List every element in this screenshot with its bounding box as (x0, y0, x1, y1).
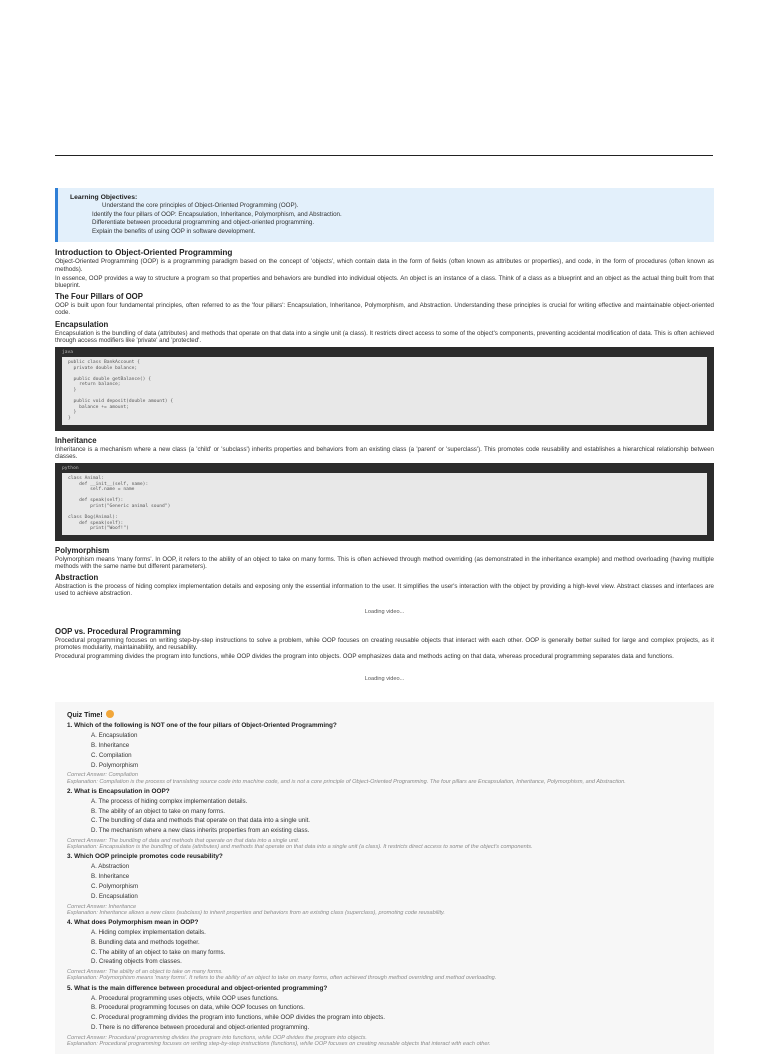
code-body (62, 357, 707, 425)
quiz-question: 4. What does Polymorphism mean in OOP? (67, 919, 199, 927)
abstraction-paragraph: Abstraction is the process of hiding complex implementation details and exposing only the essential information to the user. It simplifies the user's interaction with the object by providing a high-level view. Abstract classes and interfaces are used to achieve abstraction. (55, 583, 714, 598)
quiz-option[interactable]: A. The process of hiding complex implementation details. (91, 797, 248, 805)
code-line: def __init__(self, name): (68, 481, 149, 487)
correct-answer: Correct Answer: The ability of an object to take on many forms. (67, 969, 223, 976)
code-line: public double getBalance() { (68, 376, 151, 382)
comparison-heading: OOP vs. Procedural Programming (55, 626, 181, 636)
quiz-option[interactable]: A. Abstraction (91, 863, 130, 871)
explanation: Explanation: Compilation is the process of translating source code into machine code, and is not a core principle of Object-Oriented Programming. The four pillars are Encapsulation, Inheritance, Polymorphism, and Abstraction. (67, 778, 626, 785)
quiz-question: 5. What is the main difference between procedural and object-oriented programming? (67, 984, 328, 992)
explanation: Explanation: Encapsulation is the bundling of data (attributes) and methods that operate on that data into a single unit (a class). It restricts direct access to some of the object's components. (67, 844, 533, 851)
inheritance-heading: Inheritance (55, 435, 97, 445)
code-line: def speak(self): (68, 520, 124, 526)
quiz-option[interactable]: D. Encapsulation (91, 892, 138, 900)
quiz-option[interactable]: B. Procedural programming focuses on data, while OOP focuses on functions. (91, 1004, 305, 1012)
video-placeholder[interactable]: Loading video... (364, 608, 405, 615)
comparison-paragraph: Procedural programming focuses on writing step-by-step instructions to solve a problem, while OOP focuses on creating reusable objects that interact with each other. OOP is generally better suited for large and complex projects, as it promotes modularity, maintainability, and reusability. (55, 636, 714, 651)
code-line: print("Woof!") (68, 526, 129, 532)
inheritance-paragraph: Inheritance is a mechanism where a new class (a 'child' or 'subclass') inherits properties and behaviors from an existing class (a 'parent' or 'superclass'). This promotes code reusability and establishes a hierarchical relationship between classes. (55, 445, 714, 460)
intro-paragraph: In essence, OOP provides a way to structure a program so that properties and behaviors are bundled into individual objects. An object is an instance of a class. Think of a class as a blueprint and an object as the actual thing built from that blueprint. (55, 274, 714, 289)
code-language-label: java (62, 350, 74, 355)
intro-paragraph: Object-Oriented Programming (OOP) is a programming paradigm based on the concept of 'objects', which contain data in the form of fields (often known as attributes or properties), and code, in the form of procedures (often known as methods). (55, 258, 714, 273)
learning-objectives-box (55, 188, 714, 242)
quiz-answer-explanation (67, 772, 702, 784)
encapsulation-paragraph: Encapsulation is the bundling of data (attributes) and methods that operate on that data into a single unit (a class). It restricts direct access to some of the object's components, preventing accidental modification of data. This is often achieved through access modifiers like 'private' and 'protected'. (55, 329, 714, 344)
code-line: private double balance; (68, 365, 138, 371)
quiz-option[interactable]: D. The mechanism where a new class inherits properties from an existing class. (91, 827, 310, 835)
video-placeholder[interactable]: Loading video... (364, 676, 405, 683)
comparison-paragraph: Procedural programming divides the program into functions, while OOP divides the program into objects. OOP emphasizes data and methods acting on that data, whereas procedural programming separates data and functions. (55, 653, 674, 661)
quiz-option[interactable]: B. The ability of an object to take on many forms. (91, 807, 226, 815)
quiz-title (67, 710, 702, 719)
code-line: def speak(self): (68, 498, 124, 504)
code-line: print("Generic animal sound") (68, 503, 171, 509)
quiz-option[interactable]: B. Bundling data and methods together. (91, 938, 200, 946)
quiz-option[interactable]: D. There is no difference between procedural and object-oriented programming. (91, 1024, 310, 1032)
quiz-option[interactable]: C. Procedural programming divides the program into functions, while OOP divides the program into objects. (91, 1014, 385, 1022)
quiz-question: 1. Which of the following is NOT one of the four pillars of Object-Oriented Programming? (67, 722, 337, 730)
code-line: balance += amount; (68, 404, 129, 410)
quiz-option[interactable]: A. Hiding complex implementation details. (91, 929, 206, 937)
quiz-option[interactable]: D. Polymorphism (91, 761, 139, 769)
quiz-title-text: Quiz Time! (67, 712, 103, 720)
quiz-question: 2. What is Encapsulation in OOP? (67, 787, 170, 795)
code-line: public class BankAccount { (68, 360, 140, 365)
quiz-option[interactable]: C. Compilation (91, 751, 132, 759)
code-line: class Dog(Animal): (68, 515, 118, 521)
quiz-option[interactable]: A. Procedural programming uses objects, while OOP uses functions. (91, 994, 279, 1002)
code-line: return balance; (68, 382, 121, 388)
quiz-option[interactable]: B. Inheritance (91, 742, 130, 750)
objective-item: Understand the core principles of Object-Oriented Programming (OOP). (102, 202, 299, 209)
code-line: } (68, 410, 77, 416)
code-line: self.name = name (68, 487, 135, 493)
code-line: } (68, 387, 77, 393)
quiz-question-list (67, 722, 702, 1047)
quiz-option[interactable]: A. Encapsulation (91, 732, 138, 740)
code-language-label: python (62, 465, 79, 471)
code-block-python (55, 463, 714, 541)
quiz-answer-explanation (67, 969, 702, 981)
quiz-option[interactable]: B. Inheritance (91, 873, 130, 881)
quiz-option[interactable]: D. Creating objects from classes. (91, 958, 182, 966)
explanation: Explanation: Polymorphism means 'many forms'. It refers to the ability of an object to take on many forms, often achieved through method overriding and method overloading. (67, 975, 497, 982)
encapsulation-heading: Encapsulation (55, 319, 109, 329)
objectives-title: Learning Objectives: (70, 194, 138, 201)
code-body (62, 473, 707, 535)
quiz-question: 3. Which OOP principle promotes code reusability? (67, 853, 223, 861)
pillars-heading: The Four Pillars of OOP (55, 292, 143, 302)
quiz-answer-explanation (67, 1035, 702, 1047)
explanation: Explanation: Inheritance allows a new class (subclass) to inherit properties and behaviors from an existing class (superclass), promoting code reusability. (67, 909, 445, 916)
pillars-paragraph: OOP is built upon four fundamental principles, often referred to as the 'four pillars': Encapsulation, Inheritance, Polymorphism, and Abstraction. Understanding these principles is crucial for writing effective and maintainable object-oriented code. (55, 302, 714, 317)
intro-heading: Introduction to Object-Oriented Programming (55, 248, 233, 258)
objective-item: Explain the benefits of using OOP in software development. (92, 227, 256, 235)
objective-item: Identify the four pillars of OOP: Encapsulation, Inheritance, Polymorphism, and Abstraction. (92, 210, 342, 218)
quiz-option[interactable]: C. Polymorphism (91, 883, 139, 891)
abstraction-heading: Abstraction (55, 573, 99, 583)
polymorphism-paragraph: Polymorphism means 'many forms'. In OOP, it refers to the ability of an object to take on many forms. This is often achieved through method overriding (as demonstrated in the inheritance example) and method overloading (having multiple methods with the same name but different parameters). (55, 555, 714, 571)
polymorphism-heading: Polymorphism (55, 545, 110, 555)
quiz-option[interactable]: C. The bundling of data and methods that operate on that data into a single unit. (91, 817, 311, 825)
correct-answer: Correct Answer: Inheritance (67, 903, 137, 910)
code-line: public void deposit(double amount) { (68, 399, 174, 405)
header-divider (55, 155, 713, 156)
code-line: } (68, 415, 71, 421)
objective-item: Differentiate between procedural programming and object-oriented programming. (92, 219, 315, 227)
lesson-content (55, 188, 714, 1054)
quiz-section (55, 702, 714, 1054)
correct-answer: Correct Answer: The bundling of data and methods that operate on that data into a single unit. (67, 838, 300, 845)
correct-answer: Correct Answer: Compilation (67, 772, 138, 779)
quiz-answer-explanation (67, 904, 702, 916)
quiz-option[interactable]: C. The ability of an object to take on many forms. (91, 948, 226, 956)
quiz-answer-explanation (67, 838, 702, 850)
explanation: Explanation: Procedural programming focuses on writing step-by-step instructions (functions), while OOP focuses on creating reusable objects that interact with each other. (67, 1041, 491, 1048)
party-emoji-icon (106, 710, 114, 718)
code-block-java (55, 347, 714, 431)
correct-answer: Correct Answer: Procedural programming divides the program into functions, while OOP divides the program into objects. (67, 1034, 367, 1041)
code-line: class Animal: (68, 475, 104, 481)
